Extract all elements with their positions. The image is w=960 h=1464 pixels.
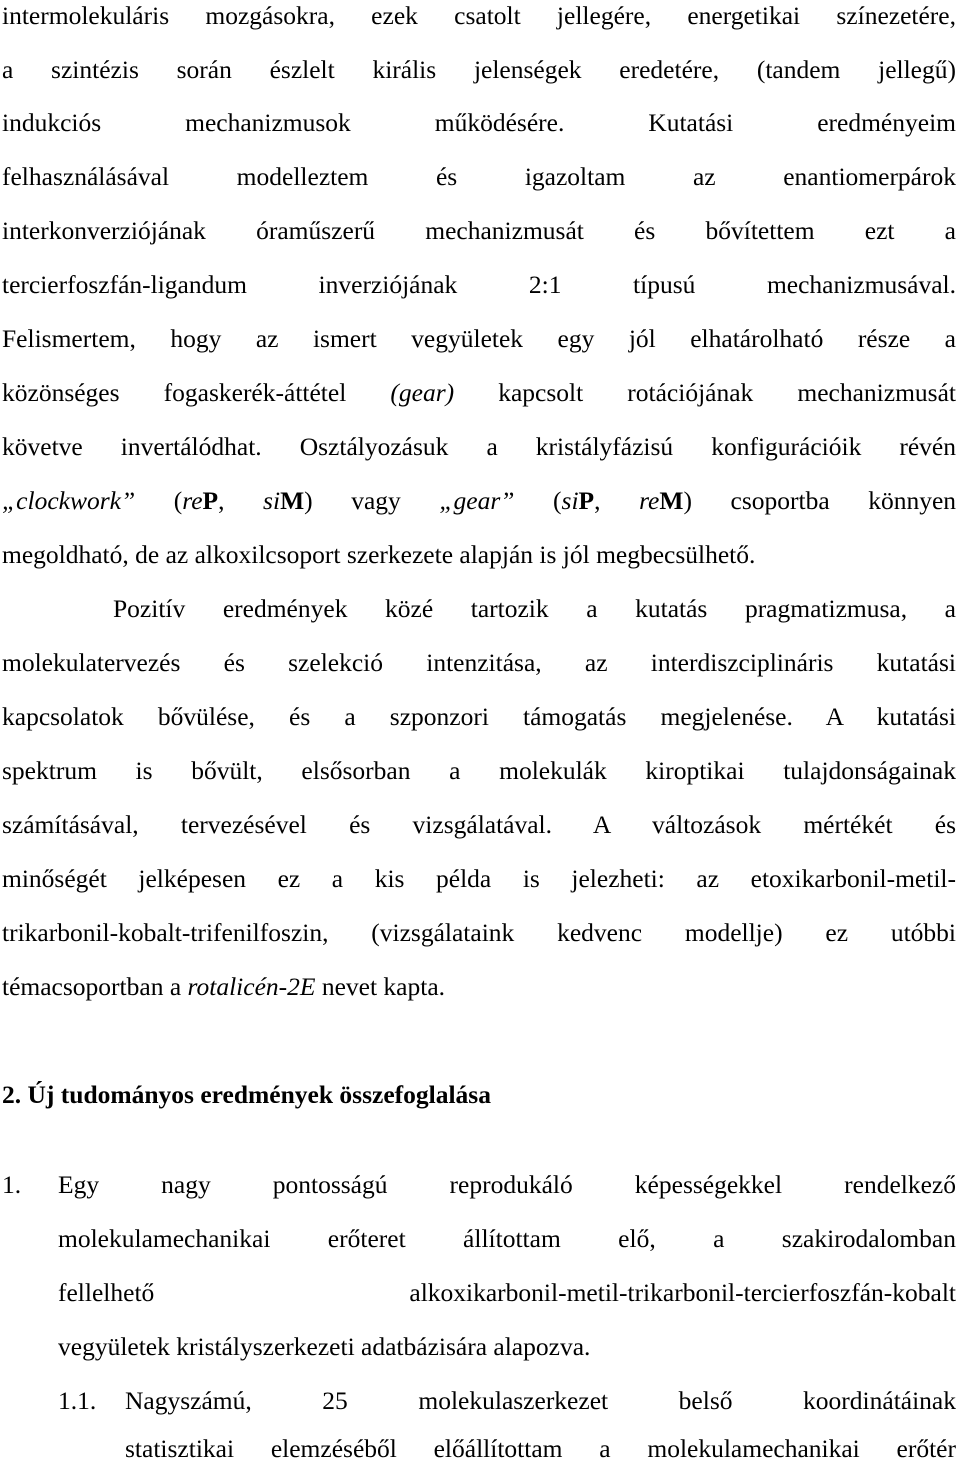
italic-term: „gear” [439,486,515,515]
paragraph-line [2,972,956,1002]
paragraph-line: Pozitív eredmények közé tartozik a kutatás pragmatizmusa, a [113,594,956,623]
italic-term: „clockwork” [2,486,136,515]
section-heading: 2. Új tudományos eredmények összefoglalása [2,1080,491,1109]
paragraph-line: kapcsolatok bővülése, és a szponzori támogatás megjelenése. A kutatási [2,702,956,731]
paragraph-line: trikarbonil-kobalt-trifenilfoszin, (vizsgálataink kedvenc modellje) ez utóbbi [2,918,956,947]
paragraph-line: interkonverziójának óraműszerű mechanizmusát és bővítettem ezt a [2,216,956,245]
text-run: közönséges fogaskerék-áttétel [2,378,391,407]
subitem-number: 1.1. [58,1386,97,1415]
paragraph-line: indukciós mechanizmusok működésére. Kutatási eredményeim [2,108,956,137]
item-number: 1. [2,1170,22,1199]
paragraph-line: tercierfoszfán-ligandum inverziójának 2:1 típusú mechanizmusával. [2,270,956,299]
text-run: ( [514,486,562,515]
text-run: ) csoportba könnyen [683,486,957,515]
descriptor: re [182,486,203,515]
paragraph-line: molekulatervezés és szelekció intenzitása, az interdiszciplináris kutatási [2,648,956,677]
subitem-line: Nagyszámú, 25 molekulaszerkezet belső koordinátáinak [125,1386,956,1415]
paragraph-line: minőségét jelképesen ez a kis példa is jelezheti: az etoxikarbonil-metil- [2,864,956,893]
item-line: fellelhető alkoxikarbonil-metil-trikarbonil-tercierfoszfán-kobalt [58,1278,956,1307]
text-run: ) vagy [304,486,440,515]
descriptor: re [639,486,660,515]
paragraph-line: követve invertálódhat. Osztályozásuk a kristályfázisú konfigurációik révén [2,432,956,461]
descriptor: P [202,486,219,515]
text-run: kapcsolt rotációjának mechanizmusát [454,378,956,407]
descriptor: P [578,486,595,515]
descriptor: M [659,486,684,515]
descriptor: si [561,486,579,515]
paragraph-line: spektrum is bővült, elsősorban a molekulák kiroptikai tulajdonságainak [2,756,956,785]
paragraph-line: felhasználásával modelleztem és igazoltam az enantiomerpárok [2,162,956,191]
paragraph-line [2,486,956,516]
italic-term: (gear) [390,378,455,407]
item-line: molekulamechanikai erőteret állítottam elő, a szakirodalomban [58,1224,956,1253]
text-run: témacsoportban a [2,972,188,1001]
paragraph-line: intermolekuláris mozgásokra, ezek csatolt jellegére, energetikai színezetére, [2,1,956,30]
subitem-line: statisztikai elemzéséből előállítottam a molekulamechanikai erőtér [125,1434,956,1463]
text-run: ( [135,486,183,515]
item-line: vegyületek kristályszerkezeti adatbázisára alapozva. [58,1332,591,1361]
italic-term: rotalicén-2E [187,972,316,1001]
item-line: Egy nagy pontosságú reprodukáló képességekkel rendelkező [58,1170,956,1199]
paragraph-line: számításával, tervezésével és vizsgálatával. A változások mértékét és [2,810,956,839]
paragraph-line: megoldható, de az alkoxilcsoport szerkezete alapján is jól megbecsülhető. [2,540,756,569]
descriptor: M [280,486,305,515]
text-run: nevet kapta. [315,972,446,1001]
text-run: , [594,486,640,515]
paragraph-line [2,378,956,408]
paragraph-line: a szintézis során észlelt királis jelenségek eredetére, (tandem jellegű) [2,55,956,84]
text-run: , [218,486,264,515]
descriptor: si [263,486,281,515]
paragraph-line: Felismertem, hogy az ismert vegyületek egy jól elhatárolható része a [2,324,956,353]
